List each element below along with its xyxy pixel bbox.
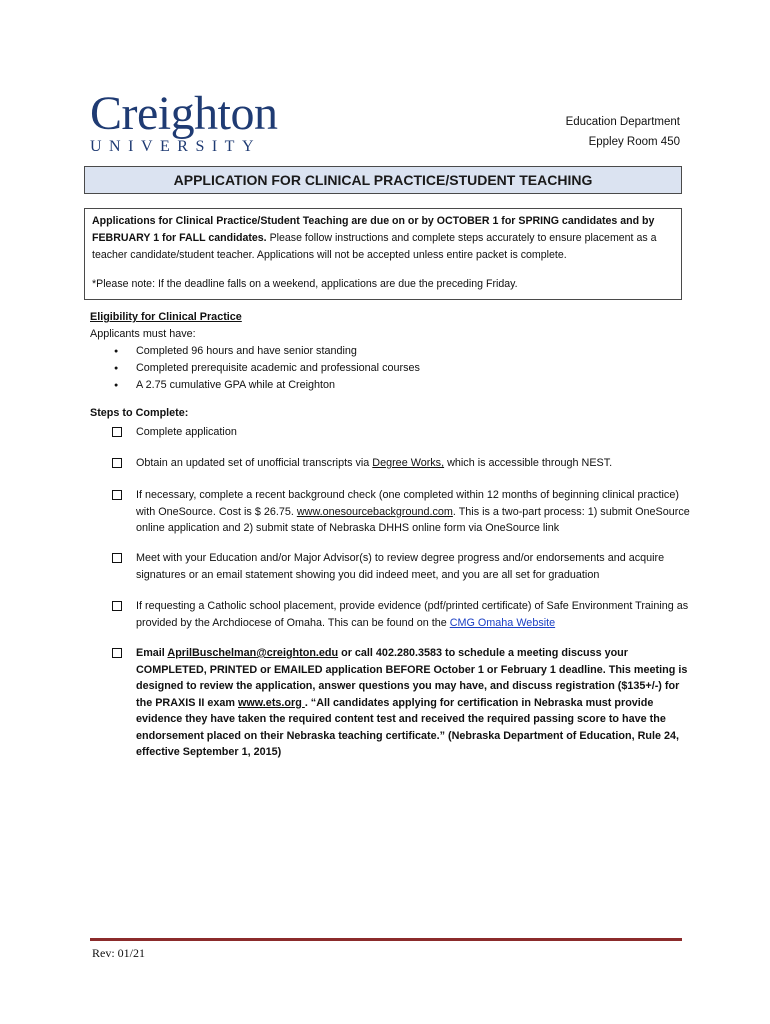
checkbox[interactable]: [112, 458, 122, 468]
step-text: Meet with your Education and/or Major Advisor(s) to review degree progress and/or endorsements and acquire signatures or an email statement showing you did indeed meet, and you are all set for graduation: [136, 552, 665, 581]
step-6: [112, 645, 692, 761]
list-item: ● A 2.75 cumulative GPA while at Creighton: [90, 377, 420, 394]
step-text: . “All candidates applying for certification in Nebraska must provide evidence they have taken the required content test and received the required passing score to have the endorsement placed on their Nebraska teaching certificate.” (Nebraska Department of Education, Rule 24, effective September 1, 2015): [136, 696, 679, 758]
steps-heading: Steps to Complete:: [90, 407, 189, 419]
onesource-link[interactable]: www.onesourcebackground.com: [296, 505, 453, 518]
step-5: [112, 598, 692, 631]
step-2: [112, 455, 692, 472]
checkbox[interactable]: [112, 553, 122, 563]
deadline-text: Applications for Clinical Practice/Student Teaching are due on or by OCTOBER 1 for SPRING candidates and by FEBRUARY 1 for FALL candidates.: [92, 215, 655, 244]
step-text: If requesting a Catholic school placement, provide evidence (pdf/printed certificate) of Safe Environment Training as provided by the Archdiocese of Omaha. This can be found on the: [136, 600, 689, 629]
instructions-text: Please follow instructions and complete steps accurately to ensure placement as a teacher candidate/student teacher. Applications will not be accepted unless entire packet is complete.: [92, 232, 657, 261]
logo-wordmark: Creighton: [90, 87, 278, 140]
logo-subtitle: UNIVERSITY: [90, 138, 261, 155]
step-text: Email: [136, 647, 168, 659]
step-text: . This is a two-part process: 1) submit OneSource online application and 2) submit state of Nebraska DHHS online form via OneSource link: [136, 505, 690, 534]
eligibility-heading: Eligibility for Clinical Practice: [90, 311, 242, 323]
department-name: Education Department: [565, 116, 680, 128]
ets-link[interactable]: www.ets.org: [238, 696, 305, 709]
revision-label: Rev: 01/21: [92, 946, 145, 960]
department-room: Eppley Room 450: [588, 136, 680, 148]
cmg-omaha-link[interactable]: CMG Omaha Website: [449, 616, 556, 629]
eligibility-section: [90, 309, 420, 394]
checkbox[interactable]: [112, 490, 122, 500]
step-4: [112, 550, 692, 583]
step-text: Complete application: [136, 426, 237, 438]
list-item: ● Completed 96 hours and have senior standing: [90, 343, 420, 360]
checkbox[interactable]: [112, 601, 122, 611]
weekend-note: *Please note: If the deadline falls on a weekend, applications are due the preceding Friday.: [92, 278, 518, 290]
department-header: [566, 112, 680, 152]
eligibility-intro: Applicants must have:: [90, 328, 196, 340]
degree-works-link[interactable]: Degree Works,: [372, 457, 445, 469]
creighton-logo: [90, 87, 278, 156]
step-text: Obtain an updated set of unofficial transcripts via: [136, 457, 373, 469]
footer-rule: [90, 938, 682, 941]
eligibility-list: [90, 343, 420, 394]
checkbox[interactable]: [112, 427, 122, 437]
deadline-notice: [84, 208, 682, 300]
step-1: [112, 424, 692, 441]
checkbox[interactable]: [112, 648, 122, 658]
step-3: [112, 487, 692, 537]
list-item: ● Completed prerequisite academic and professional courses: [90, 360, 420, 377]
email-link[interactable]: AprilBuschelman@creighton.edu: [167, 647, 339, 659]
step-text: which is accessible through NEST.: [444, 457, 613, 469]
page-title: APPLICATION FOR CLINICAL PRACTICE/STUDENT TEACHING: [84, 166, 682, 194]
step-text: If necessary, complete a recent background check (one completed within 12 months of beginning clinical practice) with OneSource. Cost is $ 26.75.: [136, 489, 679, 518]
step-text: or call 402.280.3583 to schedule a meeting discuss your COMPLETED, PRINTED or EMAILED application BEFORE October 1 or February 1 deadline. This meeting is designed to review the application, answer questions you may have, and discuss registration ($135+/-) for the PRAXIS II exam: [136, 647, 688, 709]
